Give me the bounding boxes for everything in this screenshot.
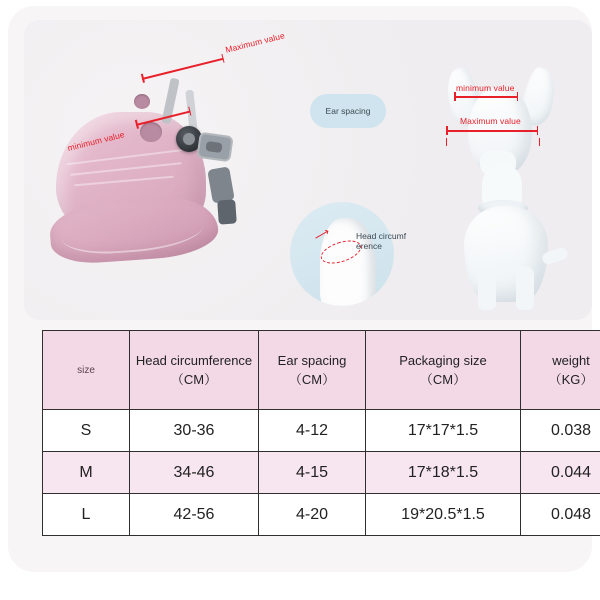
cell-ear-spacing: 4-12 bbox=[259, 410, 366, 452]
dog-minimum-annotation bbox=[454, 83, 518, 98]
dog-maximum-annotation bbox=[446, 116, 538, 132]
cell-weight: 0.038 bbox=[521, 410, 600, 452]
header-size bbox=[43, 331, 130, 410]
pink-cap-photo bbox=[48, 60, 298, 275]
annotation-tick bbox=[454, 92, 456, 101]
header-packaging-size-unit: （CM） bbox=[419, 372, 467, 387]
content-card bbox=[8, 6, 592, 572]
dog-maximum-bracket bbox=[446, 138, 540, 146]
header-ear-spacing bbox=[259, 331, 366, 410]
header-ear-spacing-unit: （CM） bbox=[288, 372, 336, 387]
dog-body bbox=[464, 206, 548, 302]
arrow-icon: ⟶ bbox=[312, 225, 332, 245]
header-packaging-size bbox=[366, 331, 521, 410]
dog-front-leg-right bbox=[516, 266, 534, 310]
ear-spacing-callout bbox=[310, 94, 386, 128]
table-header-row bbox=[43, 331, 600, 410]
cap-clip bbox=[217, 199, 237, 224]
cell-size: S bbox=[43, 410, 130, 452]
cap-maximum-label: Maximum value bbox=[224, 30, 286, 55]
header-head-circumference-label: Head circumference bbox=[135, 352, 253, 368]
cell-head-circumference: 42-56 bbox=[130, 494, 259, 536]
cell-packaging-size: 17*18*1.5 bbox=[366, 452, 521, 494]
cap-ear-hole bbox=[134, 94, 150, 109]
cell-size: L bbox=[43, 494, 130, 536]
header-head-circumference-unit: （CM） bbox=[170, 372, 218, 387]
cap-minimum-label: minimum value bbox=[66, 129, 126, 154]
head-circumference-zoom-bubble bbox=[290, 202, 394, 306]
table-row bbox=[43, 494, 600, 536]
dog-front-leg-left bbox=[478, 266, 496, 310]
cell-weight: 0.044 bbox=[521, 452, 600, 494]
cell-ear-spacing: 4-15 bbox=[259, 452, 366, 494]
cell-head-circumference: 30-36 bbox=[130, 410, 259, 452]
dog-maximum-label: Maximum value bbox=[460, 116, 521, 126]
header-head-circumference bbox=[130, 331, 259, 410]
annotation-tick bbox=[446, 126, 448, 135]
cap-clip bbox=[207, 166, 235, 203]
cell-packaging-size: 17*17*1.5 bbox=[366, 410, 521, 452]
cell-size: M bbox=[43, 452, 130, 494]
header-weight-unit: （KG） bbox=[548, 372, 594, 387]
table-row bbox=[43, 410, 600, 452]
annotation-tick bbox=[537, 126, 539, 135]
head-circumference-callout-label: Head circumf erence bbox=[356, 231, 407, 251]
size-table-body bbox=[43, 410, 600, 536]
cell-weight: 0.048 bbox=[521, 494, 600, 536]
table-row bbox=[43, 452, 600, 494]
size-table bbox=[42, 330, 600, 536]
dog-minimum-label: minimum value bbox=[456, 83, 515, 93]
size-table-container bbox=[42, 330, 594, 536]
cell-ear-spacing: 4-20 bbox=[259, 494, 366, 536]
header-packaging-size-label: Packaging size bbox=[399, 352, 487, 368]
illustration-panel bbox=[24, 20, 592, 320]
ear-spacing-callout-label: Ear spacing bbox=[325, 106, 371, 116]
cell-packaging-size: 19*20.5*1.5 bbox=[366, 494, 521, 536]
header-ear-spacing-label: Ear spacing bbox=[277, 352, 347, 368]
header-weight-label: weight bbox=[552, 352, 590, 368]
header-size-label: size bbox=[77, 364, 95, 376]
cap-ear-hole bbox=[140, 122, 162, 142]
cell-head-circumference: 34-46 bbox=[130, 452, 259, 494]
header-weight bbox=[521, 331, 600, 410]
cap-clip-slot bbox=[205, 141, 222, 153]
size-table-head bbox=[43, 331, 600, 410]
annotation-tick bbox=[517, 92, 519, 101]
